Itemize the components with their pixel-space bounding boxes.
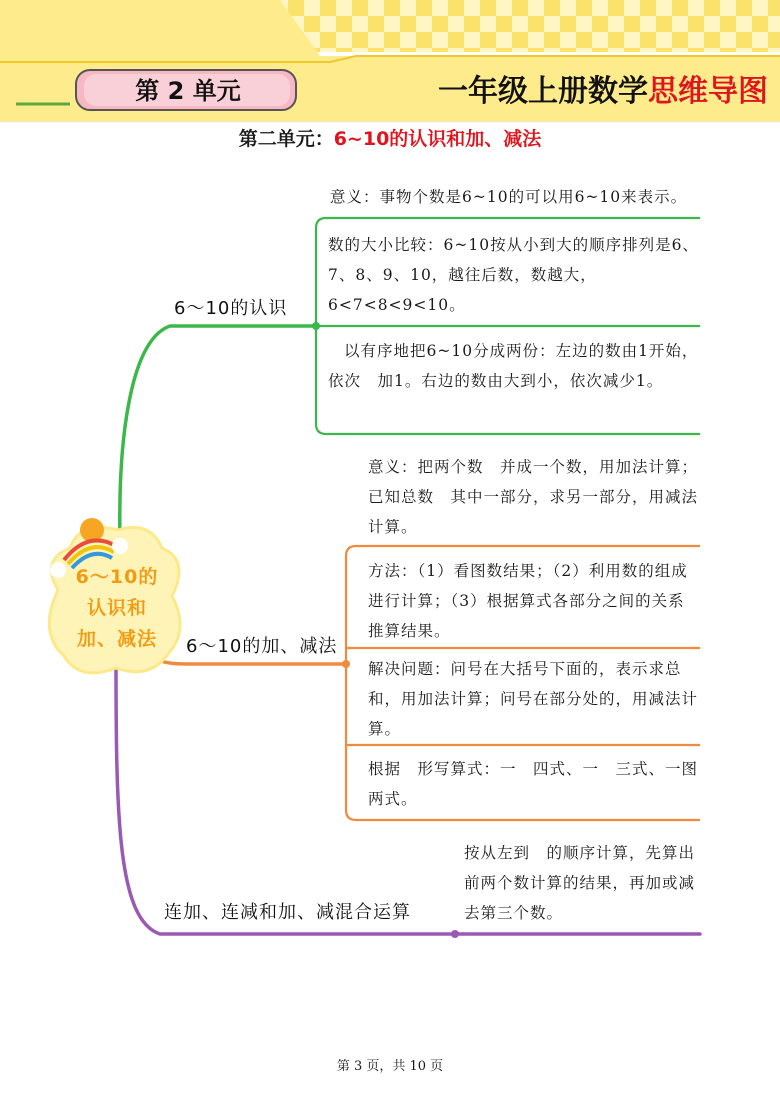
note-add-subtract-meaning: 意义：把两个数 并成一个数，用加法计算；已知总数 其中一部分，求另一部分，用减法计算。 — [368, 458, 699, 536]
center-line-2: 认识和 — [86, 597, 147, 619]
branch-connector-green — [120, 326, 318, 540]
note-meaning: 意义：事物个数是6~10的可以用6~10来表示。 — [330, 188, 688, 206]
center-line-1: 6～10的 — [75, 566, 159, 588]
title-prefix: 一年级上册数学 — [438, 74, 648, 109]
branch-label-recognition: 6～10的认识 — [174, 298, 288, 319]
note-problem-solving: 解决问题：问号在大括号下面的，表示求总和，用加法计算；问号在部分处的，用减法计算。 — [368, 660, 699, 738]
center-line-3: 加、减法 — [76, 628, 157, 650]
center-node-label — [52, 562, 182, 662]
note-write-equations: 根据 形写算式：一 四式、一 三式、一图两式。 — [368, 760, 699, 808]
note-compare: 数的大小比较：6~10按从小到大的顺序排列是6、7、8、9、10，越往后数，数越大，6<7<8<9<10。 — [328, 236, 699, 314]
note-ordered-split: 以有序地把6~10分成两份：左边的数由1开始，依次 加1。右边的数由大到小，依次减少1。 — [328, 342, 699, 390]
subtitle-prefix: 第二单元： — [238, 128, 334, 150]
branch-label-add-subtract: 6～10的加、减法 — [186, 636, 338, 657]
unit-badge-label: 第 2 单元 — [135, 77, 241, 105]
branch-label-mixed-operations: 连加、连减和加、减混合运算 — [164, 902, 411, 923]
note-mixed-operations: 按从左到 的顺序计算，先算出前两个数计算的结果，再加或减去第三个数。 — [464, 844, 696, 922]
page-footer: 第 3 页，共 10 页 — [336, 1059, 444, 1074]
subtitle-highlight: 6~10的认识和加、减法 — [333, 128, 542, 150]
title-highlight: 思维导图 — [648, 74, 768, 109]
sun-icon — [80, 518, 104, 542]
note-method: 方法：（1）看图数结果；（2）利用数的组成进行计算；（3）根据算式各部分之间的关系推算结果。 — [368, 562, 688, 640]
